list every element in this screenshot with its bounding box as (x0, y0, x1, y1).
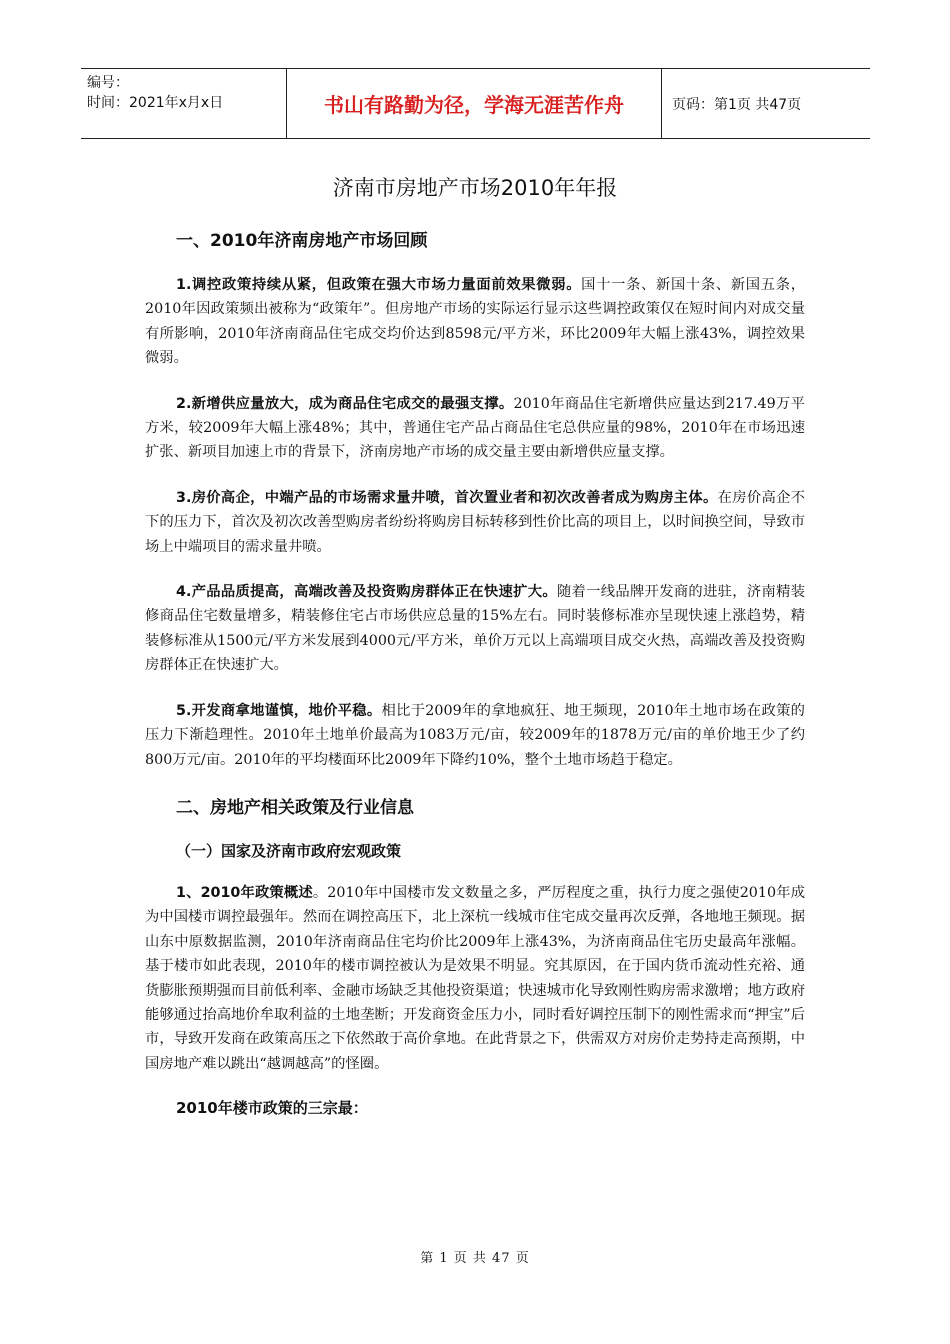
page-footer: 第 1 页 共 47 页 (420, 1251, 530, 1266)
paragraph-lead: 4.产品品质提高，高端改善及投资购房群体正在快速扩大。 (176, 584, 557, 601)
paragraph-lead: 5.开发商拿地谨慎，地价平稳。 (176, 702, 382, 719)
section1-paragraph-1 (145, 273, 805, 371)
paragraph-lead: 1、2010年政策概述 (176, 884, 313, 901)
header-number: 编号： (87, 75, 129, 91)
section2-trailing-heading: 2010年楼市政策的三宗最： (176, 1099, 368, 1118)
document-header (81, 68, 870, 139)
section1-paragraph-3 (145, 486, 805, 559)
document-body (145, 226, 805, 1138)
section1-paragraph-5 (145, 699, 805, 772)
paragraph-text: 相比于2009年的拿地疯狂、地王频现，2010年土地市场在政策的压力下渐趋理性。2010年土地单价最高为1083万元/亩，较2009年的1878万元/亩的单价地王少了约800万元/亩。2010年的平均楼面环比2009年下降约10%，整个土地市场趋于稳定。 (145, 702, 805, 768)
paragraph-text: 国十一条、新国十条、新国五条，2010年因政策频出被称为“政策年”。但房地产市场的实际运行显示这些调控政策仅在短时间内对成交量有所影响，2010年济南商品住宅成交均价达到8598元/平方米，环比2009年大幅上涨43%，调控效果微弱。 (145, 277, 805, 367)
paragraph-text: 随着一线品牌开发商的进驻，济南精装修商品住宅数量增多，精装修住宅占市场供应总量的15%左右。同时装修标准亦呈现快速上涨趋势，精装修标准从1500元/平方米发展到4000元/平方米，单价万元以上高端项目成交火热，高端改善及投资购房群体正在快速扩大。 (145, 584, 805, 674)
paragraph-text: 。2010年中国楼市发文数量之多，严厉程度之重，执行力度之强使2010年成为中国楼市调控最强年。然而在调控高压下，北上深杭一线城市住宅成交量再次反弹，各地地王频现。据山东中原数据监测，2010年济南商品住宅均价比2009年上涨43%，为济南商品住宅历史最高年涨幅。基于楼市如此表现，2010年的楼市调控被认为是效果不明显。究其原因，在于国内货币流动性充裕、通货膨胀预期强而目前低利率、金融市场缺乏其他投资渠道；快速城市化导致刚性购房需求激增；地方政府能够通过抬高地价牟取利益的土地垄断；开发商资金压力小，同时看好调控压制下的刚性需求而“押宝”后市，导致开发商在政策高压之下依然敢于高价拿地。在此背景之下，供需双方对房价走势持走高预期，中国房地产难以跳出“越调越高”的怪圈。 (145, 884, 805, 1072)
paragraph-text: 在房价高企不下的压力下，首次及初次改善型购房者纷纷将购房目标转移到性价比高的项目上，以时间换空间，导致市场上中端项目的需求量井喷。 (145, 489, 805, 555)
section1-heading: 一、2010年济南房地产市场回顾 (176, 231, 428, 251)
section1-paragraph-4 (145, 580, 805, 678)
section2-subheading: （一）国家及济南市政府宏观政策 (176, 841, 402, 860)
paragraph-text: 2010年商品住宅新增供应量达到217.49万平方米，较2009年大幅上涨48%；其中，普通住宅产品占商品住宅总供应量的98%，2010年在市场迅速扩张、新项目加速上市的背景下，济南房地产市场的成交量主要由新增供应量支撑。 (145, 395, 805, 461)
paragraph-lead: 1.调控政策持续从紧，但政策在强大市场力量面前效果微弱。 (176, 277, 582, 293)
paragraph-lead: 2.新增供应量放大，成为商品住宅成交的最强支撑。 (176, 395, 514, 412)
header-motto: 书山有路勤为径，学海无涯苦作舟 (287, 69, 662, 138)
section1-paragraph-2 (145, 392, 805, 465)
section2-paragraph (145, 881, 805, 1076)
section2-heading: 二、房地产相关政策及行业信息 (176, 797, 414, 818)
header-page-info: 页码：第1页 共47页 (672, 96, 802, 113)
document-title: 济南市房地产市场2010年年报 (332, 176, 618, 200)
header-time: 时间：2021年x月x日 (87, 95, 224, 111)
header-meta (81, 69, 287, 138)
paragraph-lead: 3.房价高企，中端产品的市场需求量井喷，首次置业者和初次改善者成为购房主体。 (176, 489, 718, 506)
